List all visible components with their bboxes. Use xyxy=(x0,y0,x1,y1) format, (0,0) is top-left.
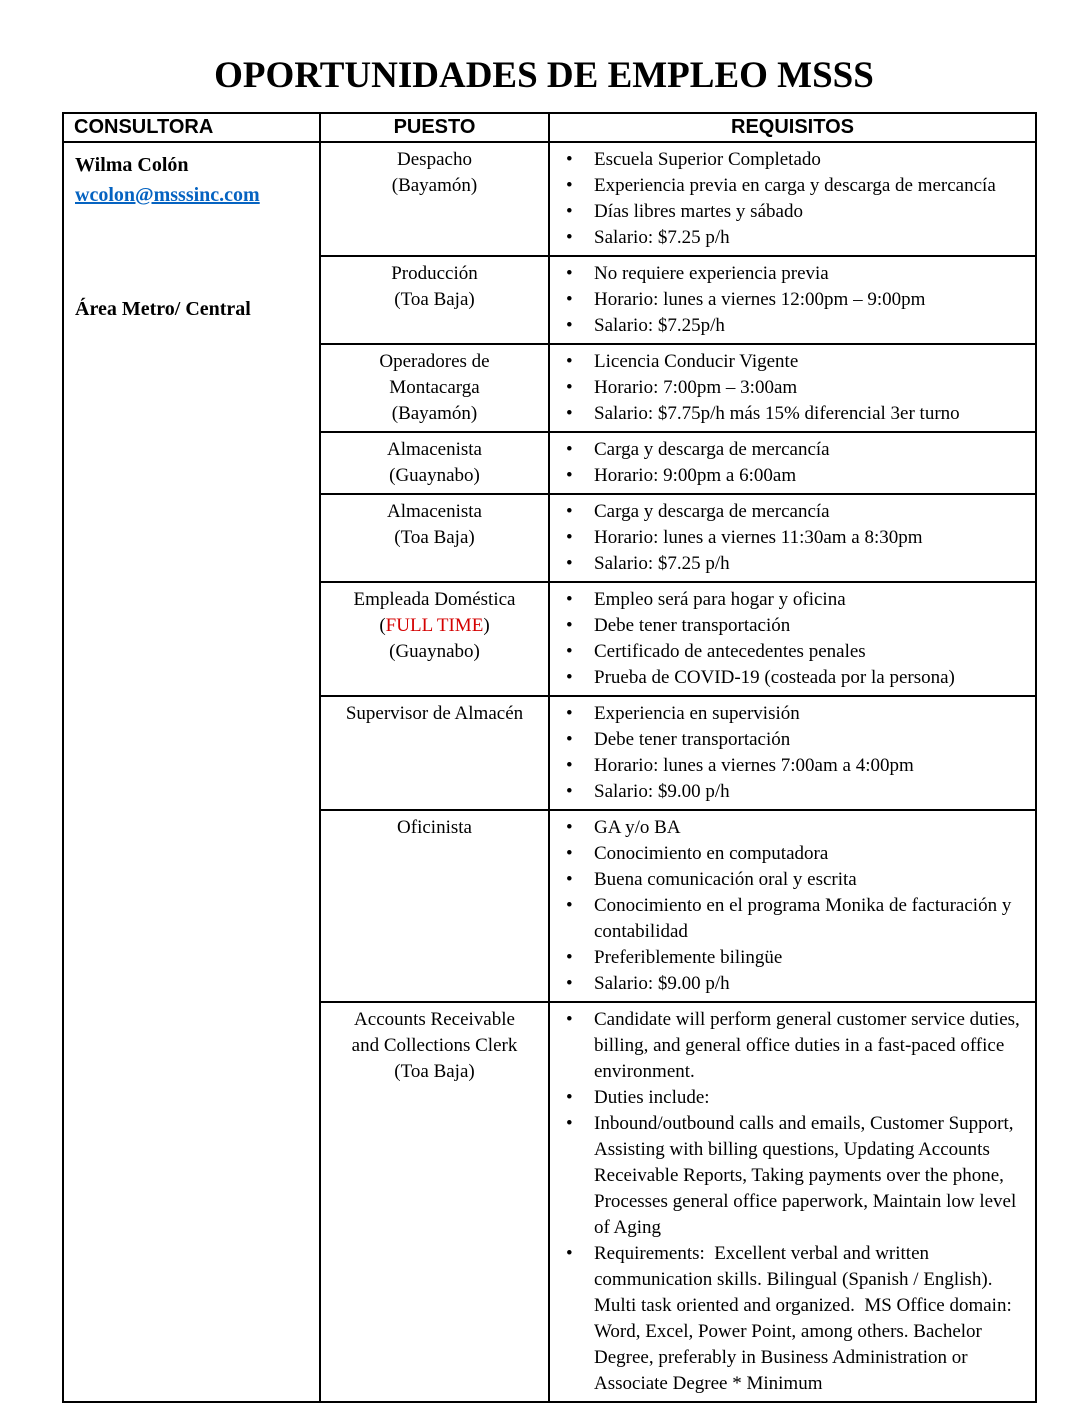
consultora-email-link[interactable]: wcolon@msssinc.com xyxy=(75,183,260,206)
requisitos-list xyxy=(550,257,1035,343)
requisito-item: • Duties include: xyxy=(550,1085,1029,1111)
puesto-line: Producción xyxy=(391,262,478,284)
puesto-line xyxy=(325,613,544,639)
requisito-item: • Candidate will perform general customer service duties, billing, and general office duties in a fast-paced office environment. xyxy=(550,1007,1029,1085)
puesto-line: Almacenista xyxy=(387,500,482,522)
puesto-line: Supervisor de Almacén xyxy=(345,702,524,724)
requisito-item: • Salario: $7.75p/h más 15% diferencial 3er turno xyxy=(550,401,1029,427)
requisitos-list xyxy=(550,495,1035,581)
requisito-item: • Escuela Superior Completado xyxy=(550,147,1029,173)
requisitos-list xyxy=(550,433,1035,493)
requisitos-list xyxy=(550,143,1035,255)
puesto-line: and Collections Clerk xyxy=(351,1034,518,1056)
consultora-name: Wilma Colón xyxy=(75,153,189,176)
puesto-line: Operadores de xyxy=(379,350,490,372)
puesto-line: (Toa Baja) xyxy=(394,288,475,310)
puesto-cell xyxy=(320,696,549,810)
header-puesto: PUESTO xyxy=(320,113,549,142)
requisito-item: • Horario: lunes a viernes 11:30am a 8:30pm xyxy=(550,525,1029,551)
requisito-item: • Horario: 7:00pm – 3:00am xyxy=(550,375,1029,401)
requisito-item: • Debe tener transportación xyxy=(550,727,1029,753)
puesto-cell xyxy=(320,344,549,432)
requisito-item: • Salario: $9.00 p/h xyxy=(550,779,1029,805)
requisitos-list xyxy=(550,697,1035,809)
puesto-cell xyxy=(320,494,549,582)
consultora-area: Área Metro/ Central xyxy=(75,297,251,320)
puesto-line: Accounts Receivable xyxy=(354,1008,515,1030)
requisitos-cell xyxy=(549,1002,1036,1402)
puesto-line-emphasis: FULL TIME xyxy=(385,614,484,636)
puesto-line: (Guaynabo) xyxy=(389,464,480,486)
puesto-line: Montacarga xyxy=(389,376,480,398)
requisitos-cell xyxy=(549,696,1036,810)
requisitos-cell xyxy=(549,582,1036,696)
requisito-item: • Horario: lunes a viernes 7:00am a 4:00pm xyxy=(550,753,1029,779)
requisitos-cell xyxy=(549,142,1036,256)
requisitos-cell xyxy=(549,432,1036,494)
puesto-cell xyxy=(320,582,549,696)
requisitos-cell xyxy=(549,810,1036,1002)
requisito-item: • Conocimiento en el programa Monika de facturación y contabilidad xyxy=(550,893,1029,945)
jobs-table xyxy=(62,112,1037,1403)
requisito-item: • Preferiblemente bilingüe xyxy=(550,945,1029,971)
requisito-item: • Experiencia previa en carga y descarga de mercancía xyxy=(550,173,1029,199)
requisito-item: • Días libres martes y sábado xyxy=(550,199,1029,225)
puesto-line: Almacenista xyxy=(387,438,482,460)
requisito-item: • Inbound/outbound calls and emails, Customer Support, Assisting with billing questions, Updating Accounts Receivable Reports, Taking payments over the phone, Processes general office paperwork, Maintain low level of Aging xyxy=(550,1111,1029,1241)
requisito-item: • Prueba de COVID-19 (costeada por la persona) xyxy=(550,665,1029,691)
puesto-cell xyxy=(320,432,549,494)
requisito-item: • Salario: $7.25p/h xyxy=(550,313,1029,339)
puesto-line: (Bayamón) xyxy=(391,402,478,424)
requisitos-list xyxy=(550,811,1035,1001)
header-requisitos: REQUISITOS xyxy=(549,113,1036,142)
puesto-line: (Guaynabo) xyxy=(389,640,480,662)
requisito-item: • Carga y descarga de mercancía xyxy=(550,437,1029,463)
puesto-line: Empleada Doméstica xyxy=(353,588,516,610)
requisito-item: • Empleo será para hogar y oficina xyxy=(550,587,1029,613)
requisitos-list xyxy=(550,1003,1035,1401)
requisito-item: • Conocimiento en computadora xyxy=(550,841,1029,867)
requisito-item: • Salario: $7.25 p/h xyxy=(550,551,1029,577)
requisito-item: • GA y/o BA xyxy=(550,815,1029,841)
requisitos-cell xyxy=(549,256,1036,344)
puesto-line: Despacho xyxy=(397,148,472,170)
requisito-item: • No requiere experiencia previa xyxy=(550,261,1029,287)
requisito-item: • Certificado de antecedentes penales xyxy=(550,639,1029,665)
puesto-line-post: ) xyxy=(483,614,490,636)
puesto-line: (Bayamón) xyxy=(391,174,478,196)
header-consultora: CONSULTORA xyxy=(63,113,320,142)
requisitos-list xyxy=(550,345,1035,431)
requisito-item: • Debe tener transportación xyxy=(550,613,1029,639)
requisito-item: • Salario: $7.25 p/h xyxy=(550,225,1029,251)
puesto-cell xyxy=(320,142,549,256)
puesto-cell xyxy=(320,1002,549,1402)
requisito-item: • Buena comunicación oral y escrita xyxy=(550,867,1029,893)
puesto-line: Oficinista xyxy=(397,816,472,838)
puesto-line: (Toa Baja) xyxy=(394,1060,475,1082)
puesto-line-pre: ( xyxy=(379,614,386,636)
requisito-item: • Horario: 9:00pm a 6:00am xyxy=(550,463,1029,489)
puesto-line: (Toa Baja) xyxy=(394,526,475,548)
header-row xyxy=(63,113,1036,142)
requisito-item: • Salario: $9.00 p/h xyxy=(550,971,1029,997)
requisito-item: • Licencia Conducir Vigente xyxy=(550,349,1029,375)
page-title: OPORTUNIDADES DE EMPLEO MSSS xyxy=(214,55,874,96)
requisitos-cell xyxy=(549,344,1036,432)
consultora-cell xyxy=(63,142,320,1402)
requisitos-cell xyxy=(549,494,1036,582)
requisitos-list xyxy=(550,583,1035,695)
requisito-item: • Requirements: Excellent verbal and written communication skills. Bilingual (Spanish / English). Multi task oriented and organized. MS Office domain: Word, Excel, Power Point, among others. Bachelor Degree, preferably in Business Administration or Associate Degree * Minimum xyxy=(550,1241,1029,1397)
puesto-cell xyxy=(320,256,549,344)
puesto-cell xyxy=(320,810,549,1002)
requisito-item: • Carga y descarga de mercancía xyxy=(550,499,1029,525)
requisito-item: • Horario: lunes a viernes 12:00pm – 9:00pm xyxy=(550,287,1029,313)
requisito-item: • Experiencia en supervisión xyxy=(550,701,1029,727)
job-row xyxy=(63,142,1036,256)
